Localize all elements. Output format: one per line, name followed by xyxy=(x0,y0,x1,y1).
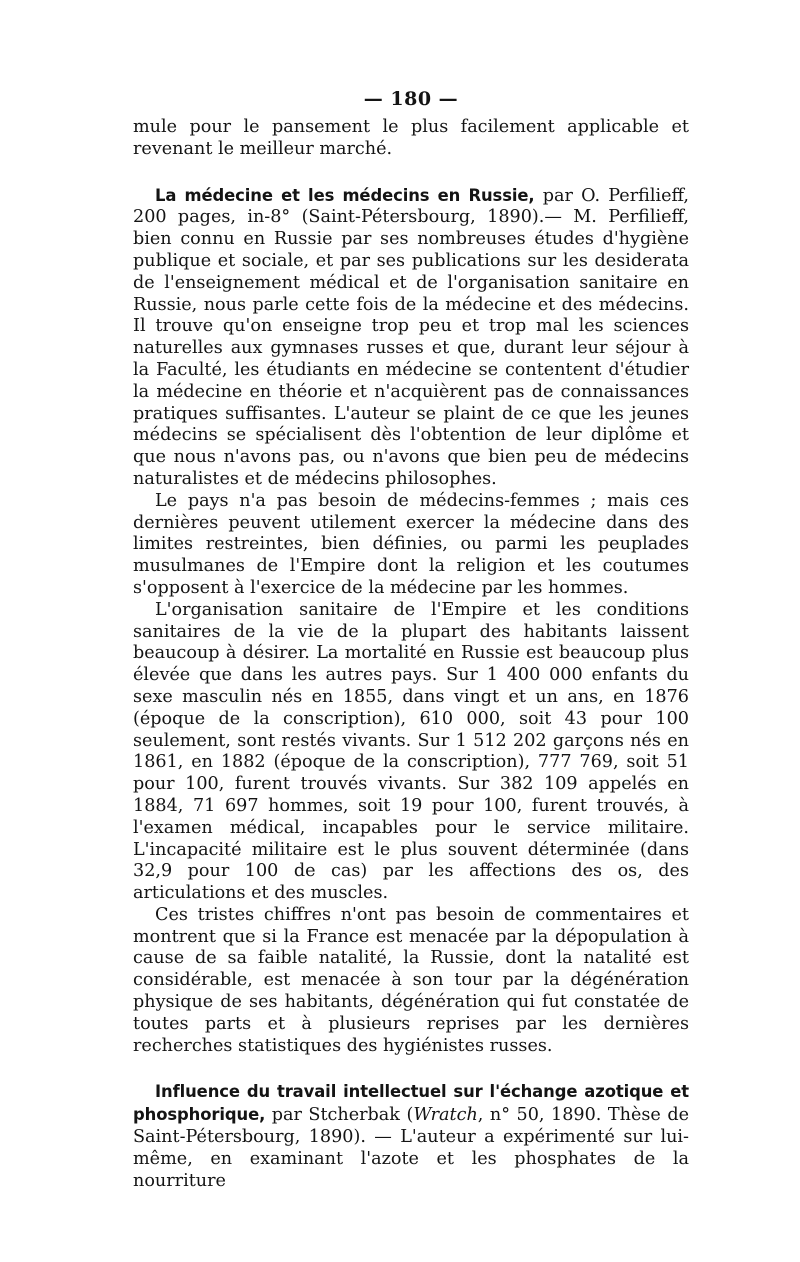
entry-citation-before: par Stcherbak ( xyxy=(265,1105,414,1126)
page-number: — 180 — xyxy=(363,88,459,110)
review-entry-travail-intellectuel xyxy=(133,1081,689,1192)
entry-first-paragraph xyxy=(133,185,689,491)
review-entry-medecine-russie xyxy=(133,185,689,1058)
entry-first-paragraph xyxy=(133,1081,689,1192)
entry-paragraph: Ces tristes chiffres n'ont pas besoin de commentaires et montrent que si la France est menacée par la dépopulation à cause de sa faible natalité, la Russie, dont la natalité est considérable, est menacée à son tour par la dégénération physique de ses habitants, dégénération qui fut constatée de toutes parts et à plusieurs reprises par les dernières recherches statistiques des hygiénistes russes. xyxy=(133,904,689,1056)
page-body xyxy=(133,88,689,1192)
entry-citation-after: , n° 50, 1890. Thèse de Saint-Pétersbourg, 1890). — L'auteur a expérimenté sur lui-même, en examinant l'azote et les phosphates de la nourriture xyxy=(133,1105,690,1191)
entry-title: La médecine et les médecins en Russie, xyxy=(155,185,535,205)
continuation-paragraph: mule pour le pansement le plus facilement applicable et revenant le meilleur marché. xyxy=(133,117,689,159)
entry-citation: par O. Perfilieff, 200 pages, in-8° (Saint-Pétersbourg, 1890).— M. Perfilieff, bien connu en Russie par ses nombreuses études d'hygiène publique et sociale, et par ses publications sur les desiderata de l'enseignement médical et de l'organisation sanitaire en Russie, nous parle cette fois de la médecine et des médecins. Il trouve qu'on enseigne trop peu et trop mal les sciences naturelles aux gymnases russes et que, durant leur séjour à la Faculté, les étudiants en médecine se contentent d'étudier la médecine en théorie et n'acquièrent pas de connaissances pratiques suffisantes. L'auteur se plaint de ce que les jeunes médecins se spécialisent dès l'obtention de leur diplôme et que nous n'avons pas, ou n'avons que bien peu de médecins naturalistes et de médecins philosophes. xyxy=(133,185,689,489)
entry-paragraph: Le pays n'a pas besoin de médecins-femmes ; mais ces dernières peuvent utilement exercer la médecine dans des limites restreintes, bien définies, ou parmi les peuplades musulmanes de l'Empire dont la religion et les coutumes s'opposent à l'exercice de la médecine par les hommes. xyxy=(133,490,689,598)
journal-name: Wratch xyxy=(413,1105,478,1126)
entry-title: Influence du travail intellectuel sur l'échange azotique et phosphorique, xyxy=(133,1082,689,1125)
entry-paragraph: L'organisation sanitaire de l'Empire et les conditions sanitaires de la vie de la plupart des habitants laissent beaucoup à désirer. La mortalité en Russie est beaucoup plus élevée que dans les autres pays. Sur 1 400 000 enfants du sexe masculin nés en 1855, dans vingt et un ans, en 1876 (époque de la conscription), 610 000, soit 43 pour 100 seulement, sont restés vivants. Sur 1 512 202 garçons nés en 1861, en 1882 (époque de la conscription), 777 769, soit 51 pour 100, furent trouvés vivants. Sur 382 109 appelés en 1884, 71 697 hommes, soit 19 pour 100, furent trouvés, à l'examen médical, incapables pour le service militaire. L'incapacité militaire est le plus souvent déterminée (dans 32,9 pour 100 de cas) par les affections des os, des articulations et des muscles. xyxy=(133,599,689,904)
